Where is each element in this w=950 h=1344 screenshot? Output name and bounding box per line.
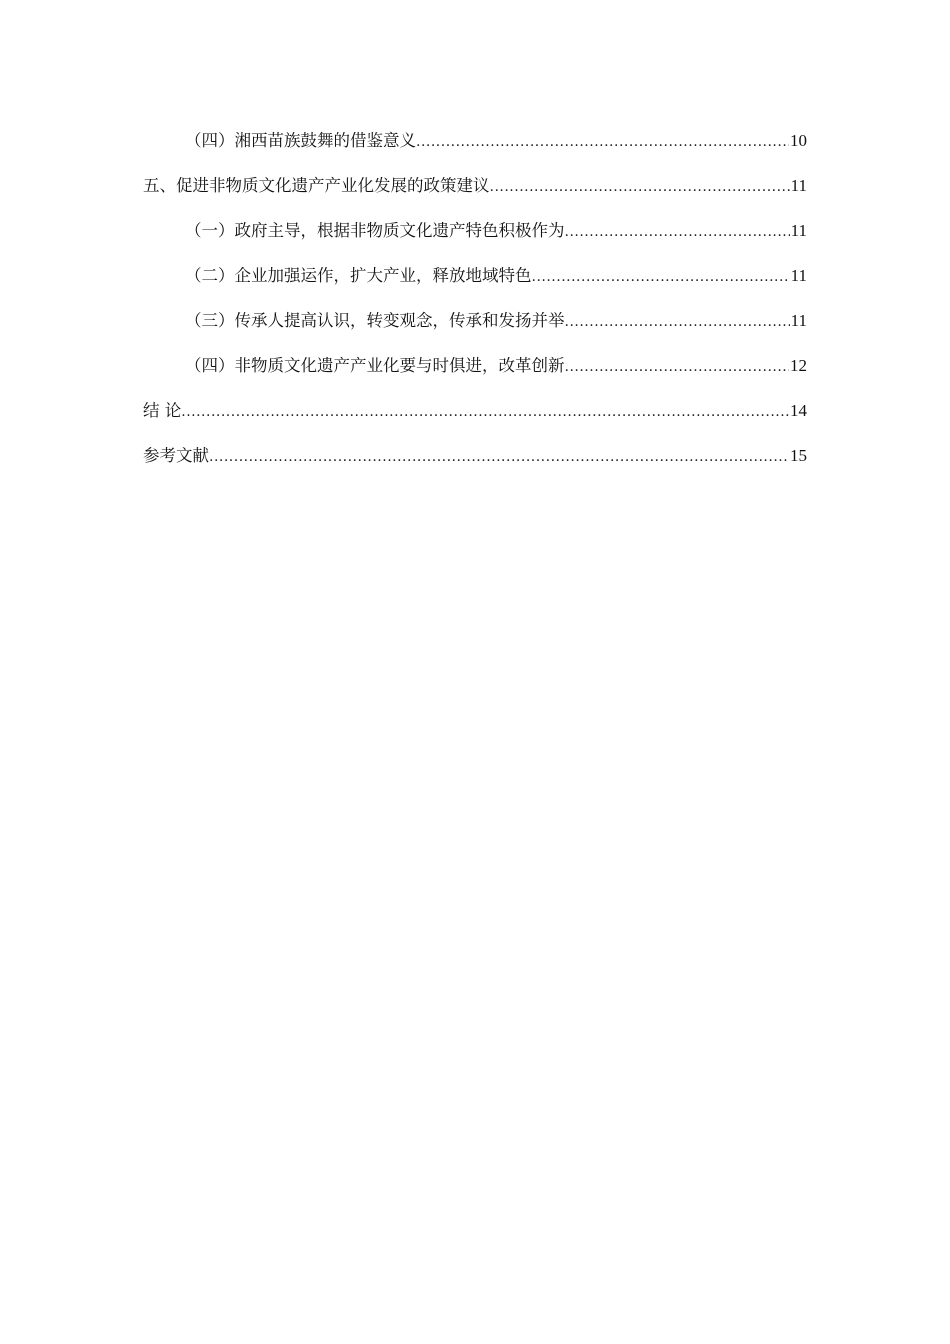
toc-entry-label: （四）湘西苗族鼓舞的借鉴意义 — [185, 131, 416, 150]
toc-entry[interactable] — [143, 388, 807, 433]
toc-entry[interactable] — [143, 433, 807, 478]
toc-entry-label: （三）传承人提高认识，转变观念，传承和发扬并举 — [185, 311, 565, 330]
toc-page-number: 12 — [790, 356, 807, 375]
toc-entry[interactable] — [143, 343, 807, 388]
toc-entry[interactable] — [143, 298, 807, 343]
toc-entry[interactable] — [143, 253, 807, 298]
toc-entry[interactable] — [143, 163, 807, 208]
toc-entry[interactable] — [143, 118, 807, 163]
toc-page-number: 15 — [790, 446, 807, 465]
toc-dot-leader — [532, 255, 790, 300]
toc-entry-label: （一）政府主导，根据非物质文化遗产特色积极作为 — [185, 221, 565, 240]
toc-page-number: 14 — [790, 401, 807, 420]
toc-dot-leader — [209, 435, 789, 480]
toc-dot-leader — [181, 390, 789, 435]
toc-dot-leader — [565, 210, 790, 255]
toc-entry[interactable] — [143, 208, 807, 253]
toc-entry-label: （二）企业加强运作，扩大产业，释放地域特色 — [185, 266, 532, 285]
toc-page-number: 10 — [790, 131, 807, 150]
toc-page-number: 11 — [790, 176, 807, 195]
toc-page-number: 11 — [790, 311, 807, 330]
toc-page-number: 11 — [790, 266, 807, 285]
toc-dot-leader — [565, 345, 790, 390]
toc-entry-label: 参考文献 — [143, 446, 209, 465]
toc-dot-leader — [565, 300, 790, 345]
toc-entry-label: （四）非物质文化遗产产业化要与时俱进，改革创新 — [185, 356, 565, 375]
toc-dot-leader — [490, 165, 790, 210]
toc-entry-label: 五、促进非物质文化遗产产业化发展的政策建议 — [143, 176, 490, 195]
toc-dot-leader — [416, 120, 789, 165]
toc-entry-label: 结 论 — [143, 401, 182, 420]
toc-page-number: 11 — [790, 221, 807, 240]
table-of-contents — [143, 118, 807, 478]
